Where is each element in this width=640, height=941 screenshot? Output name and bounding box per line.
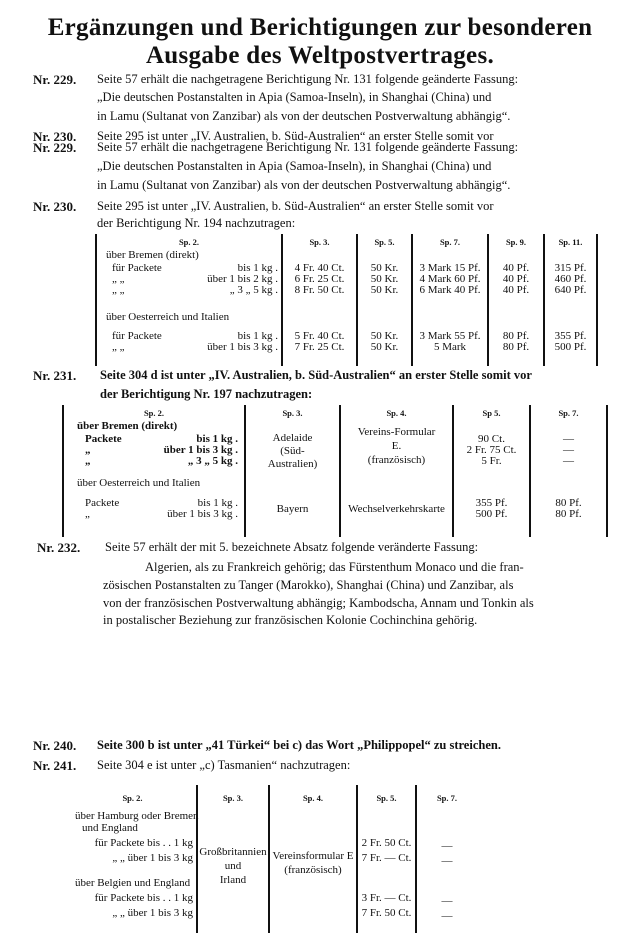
row-label: für Packete bis . . 1 kg — [94, 892, 193, 904]
table-cell: 80 Pf. — [502, 341, 530, 353]
sp3-cell: Bayern — [276, 503, 309, 515]
table-cell: 50 Kr. — [370, 284, 399, 296]
row-label: für Packete bis . . 1 kg — [94, 837, 193, 849]
row-label: Packete — [85, 433, 122, 445]
column-header: Sp. 3. — [222, 793, 244, 803]
sp5-cell: 2 Fr. 50 Ct. — [361, 837, 412, 849]
column-divider — [244, 405, 246, 537]
entry-text: Seite 57 erhält der mit 5. bezeichnete Absatz folgende veränderte Fassung: — [105, 540, 479, 554]
sp3-cell: Großbritannien — [199, 846, 267, 858]
sp7-cell: — — [563, 433, 574, 445]
table-cell: 80 Pf. — [502, 330, 530, 342]
sp7-cell: 80 Pf. — [555, 508, 582, 520]
sp7-cell: — — [441, 910, 453, 922]
row-label: Packete — [85, 497, 120, 509]
table-cell: 40 Pf. — [502, 273, 530, 285]
row-weight: bis 1 kg . — [237, 330, 278, 342]
column-divider — [606, 405, 608, 537]
group-label: über Hamburg oder Bremen — [75, 810, 199, 822]
entry-text: Seite 295 ist unter „IV. Australien, b. Süd-Australien“ an erster Stelle somit vor — [97, 199, 494, 213]
sp5-cell: 500 Pf. — [475, 508, 508, 520]
row-label: „ „ über 1 bis 3 kg — [112, 852, 193, 864]
sp4-cell: Vereinsformular E — [272, 850, 354, 862]
table-cell: 7 Fr. 25 Ct. — [294, 341, 345, 353]
column-divider — [196, 785, 198, 933]
column-header: Sp. 3. — [282, 408, 303, 418]
column-header: Sp. 2. — [122, 793, 143, 803]
row-label: für Packete — [112, 330, 162, 342]
entry-text: zösischen Postanstalten zu Tanger (Marokko), Shanghai (China) und Zanzibar, als — [103, 578, 514, 592]
sp5-cell: 90 Ct. — [478, 433, 505, 445]
entry-text: in Lamu (Sultanat von Zanzibar) als von der deutschen Postverwaltung abhängig“. — [97, 178, 511, 192]
group-label: über Bremen (direkt) — [77, 420, 178, 432]
row-label: „ „ über 1 bis 3 kg — [112, 907, 193, 919]
sp5-cell: 355 Pf. — [475, 497, 508, 509]
sp4-cell: Vereins-Formular — [357, 426, 436, 438]
table-cell: 8 Fr. 50 Ct. — [294, 284, 345, 296]
sp7-cell: — — [441, 840, 453, 852]
page-title: Ergänzungen und Berichtigungen zur besonderen — [47, 14, 593, 41]
sp4-cell: E. — [391, 440, 402, 452]
sp4-cell: (französisch) — [284, 864, 342, 876]
entry-number: Nr. 232. — [37, 540, 81, 555]
table-cell: 6 Fr. 25 Ct. — [294, 273, 345, 285]
column-header: Sp. 11. — [558, 237, 583, 247]
table-cell: 40 Pf. — [502, 262, 530, 274]
group-label: über Oesterreich und Italien — [106, 311, 230, 323]
sp4-cell: (französisch) — [367, 454, 426, 466]
row-label: „ — [85, 444, 91, 456]
table-cell: 50 Kr. — [370, 330, 399, 342]
sp7-cell: — — [563, 455, 574, 467]
column-header: Sp. 7. — [439, 237, 461, 247]
table-cell: 5 Fr. 40 Ct. — [294, 330, 345, 342]
column-divider — [596, 234, 598, 366]
row-weight: „ 3 „ 5 kg . — [187, 455, 238, 467]
entry-text: in postalischer Beziehung zur französischen Kolonie Cochinchina gehörig. — [103, 613, 478, 627]
column-header: Sp. 7. — [436, 793, 458, 803]
entry-number: Nr. 230. — [33, 129, 77, 144]
entry-text: von der französischen Postverwaltung abhängig; Kambodscha, Annam und Tonkin als — [103, 596, 534, 610]
sp7-cell: — — [441, 855, 453, 867]
table-cell: 4 Fr. 40 Ct. — [294, 262, 345, 274]
entry-number: Nr. 229. — [33, 72, 77, 87]
entry-text: Seite 295 ist unter „IV. Australien, b. Süd-Australien“ an erster Stelle somit vor — [97, 129, 494, 143]
table-cell: 460 Pf. — [554, 273, 587, 285]
entry-text: der Berichtigung Nr. 194 nachzutragen: — [97, 216, 296, 230]
table-cell: 640 Pf. — [554, 284, 587, 296]
entry-text: Algerien, als zu Frankreich gehörig; das Fürstenthum Monaco und die fran- — [145, 560, 524, 574]
sp3-cell: Irland — [219, 874, 247, 886]
sp5-cell: 7 Fr. — Ct. — [361, 852, 412, 864]
row-weight: über 1 bis 3 kg . — [207, 341, 278, 353]
entry-number: Nr. 240. — [33, 738, 77, 753]
entry-number: Nr. 230. — [33, 199, 77, 214]
row-weight: bis 1 kg . — [196, 433, 238, 445]
sp7-cell: — — [441, 895, 453, 907]
sp5-cell: 3 Fr. — Ct. — [361, 892, 412, 904]
table-cell: 3 Mark 55 Pf. — [419, 330, 481, 342]
group-label: über Belgien und England — [75, 877, 191, 889]
table-cell: 50 Kr. — [370, 273, 399, 285]
column-header: Sp. 4. — [302, 793, 324, 803]
entry-text: in Lamu (Sultanat von Zanzibar) als von der deutschen Postverwaltung abhängig“. — [97, 109, 511, 123]
table-cell: 4 Mark 60 Pf. — [419, 273, 481, 285]
column-divider — [339, 405, 341, 537]
table-cell: 315 Pf. — [554, 262, 587, 274]
column-header: Sp. 9. — [505, 237, 527, 247]
page-title-line2: Ausgabe des Weltpostvertrages. — [145, 42, 495, 69]
sp5-cell: 5 Fr. — [481, 455, 502, 467]
table-cell: 355 Pf. — [554, 330, 587, 342]
column-divider — [62, 405, 64, 537]
sp4-cell: Wechselverkehrskarte — [348, 503, 445, 515]
column-header: Sp. 7. — [558, 408, 579, 418]
table-cell: 500 Pf. — [554, 341, 587, 353]
entry-number: Nr. 229. — [33, 140, 77, 155]
row-label: „ „ — [112, 284, 125, 296]
entry-text: Seite 300 b ist unter „41 Türkei“ bei c) das Wort „Philippopel“ zu streichen. — [97, 738, 501, 752]
entry-text: Seite 57 erhält die nachgetragene Berichtigung Nr. 131 folgende geänderte Fassung: — [97, 72, 519, 86]
entry-text: „Die deutschen Postanstalten in Apia (Samoa-Inseln), in Shanghai (China) und — [97, 159, 492, 173]
sp5-cell: 2 Fr. 75 Ct. — [466, 444, 517, 456]
row-label: „ — [85, 508, 90, 520]
entry-number: Nr. 241. — [33, 758, 77, 773]
sp5-cell: 7 Fr. 50 Ct. — [361, 907, 412, 919]
column-divider — [95, 234, 97, 366]
row-weight: über 1 bis 3 kg . — [163, 444, 238, 456]
column-header: Sp. 2. — [178, 237, 200, 247]
group-label: über Oesterreich und Italien — [77, 477, 201, 489]
table-cell: 6 Mark 40 Pf. — [419, 284, 481, 296]
sp3-cell: und — [224, 860, 242, 872]
group-label: über Bremen (direkt) — [106, 249, 199, 261]
row-label: „ — [85, 455, 91, 467]
entry-number: Nr. 231. — [33, 368, 77, 383]
table-cell: 50 Kr. — [370, 262, 399, 274]
entry-text: der Berichtigung Nr. 197 nachzutragen: — [100, 387, 313, 401]
row-label: „ „ — [112, 341, 125, 353]
entry-text: „Die deutschen Postanstalten in Apia (Samoa-Inseln), in Shanghai (China) und — [97, 90, 492, 104]
row-weight: bis 1 kg . — [237, 262, 278, 274]
row-weight: „ 3 „ 5 kg . — [229, 284, 278, 296]
entry-text: Seite 304 d ist unter „IV. Australien, b. Süd-Australien“ an erster Stelle somit vor — [100, 368, 532, 382]
row-weight: über 1 bis 2 kg . — [207, 273, 278, 285]
sp3-cell: Adelaide — [272, 432, 313, 444]
column-header: Sp. 5. — [376, 793, 397, 803]
entry-text: Seite 304 e ist unter „c) Tasmanien“ nachzutragen: — [97, 758, 351, 772]
row-label: „ „ — [112, 273, 125, 285]
column-header: Sp. 2. — [143, 408, 165, 418]
column-header: Sp. 4. — [386, 408, 407, 418]
row-weight: über 1 bis 3 kg . — [167, 508, 238, 520]
sp7-cell: 80 Pf. — [555, 497, 582, 509]
table-cell: 3 Mark 15 Pf. — [419, 262, 481, 274]
table-cell: 40 Pf. — [502, 284, 530, 296]
column-header: Sp. 5. — [374, 237, 395, 247]
group-label: und England — [82, 822, 138, 834]
row-weight: bis 1 kg . — [197, 497, 238, 509]
sp3-cell: Australien) — [267, 458, 318, 470]
table-cell: 50 Kr. — [370, 341, 399, 353]
row-label: für Packete — [112, 262, 162, 274]
sp3-cell: (Süd- — [280, 445, 305, 457]
column-header: Sp 5. — [482, 408, 501, 418]
table-cell: 5 Mark — [433, 341, 467, 353]
column-header: Sp. 3. — [309, 237, 330, 247]
entry-text: Seite 57 erhält die nachgetragene Berichtigung Nr. 131 folgende geänderte Fassung: — [97, 140, 519, 154]
sp7-cell: — — [563, 444, 574, 456]
